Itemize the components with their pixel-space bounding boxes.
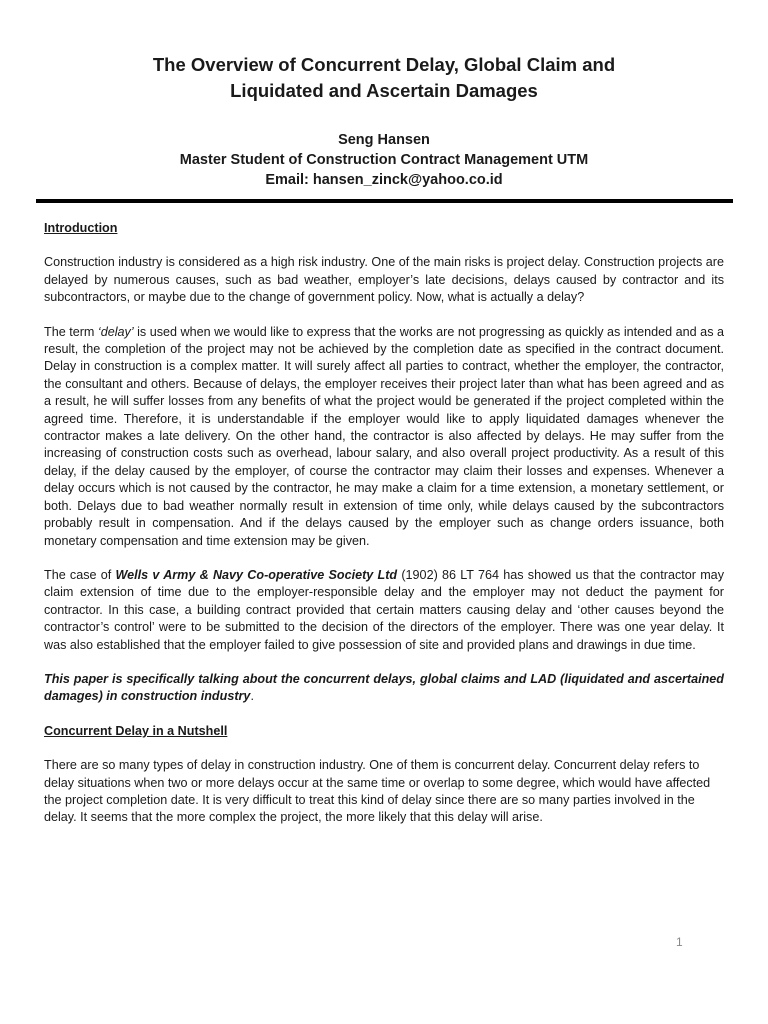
p3-body: (1902) 86 LT 764 has showed us that the contractor may claim extension of time due to the employer-responsible delay and the employer may not deduct the payment for contractor. In this case, a building contract provided that certain matters causing delay and ‘other causes beyond the contractor’s control’ were to be submitted to the decision of the directors of the employer. There was one year delay. It was also established that the employer failed to give possession of site and provided plans and drawings in due time. bbox=[44, 567, 724, 652]
case-name: Wells v Army & Navy Co-operative Society Ltd bbox=[115, 567, 398, 582]
page-number: 1 bbox=[676, 935, 683, 949]
title-line-1: The Overview of Concurrent Delay, Global Claim and bbox=[152, 54, 616, 75]
author-email: Email: hansen_zinck@yahoo.co.id bbox=[265, 172, 503, 188]
intro-paragraph-3 bbox=[44, 567, 724, 654]
section-heading-introduction: Introduction bbox=[44, 221, 118, 235]
author-affiliation: Master Student of Construction Contract Management UTM bbox=[179, 152, 589, 168]
paper-title bbox=[60, 52, 708, 104]
p4-end: . bbox=[250, 689, 254, 704]
header-divider bbox=[36, 199, 733, 203]
author-name: Seng Hansen bbox=[338, 132, 430, 148]
intro-paragraph-2 bbox=[44, 324, 724, 550]
title-line-2: Liquidated and Ascertain Damages bbox=[230, 80, 538, 101]
intro-paragraph-1: Construction industry is considered as a high risk industry. One of the main risks is project delay. Construction projects are delayed by numerous causes, such as bad weather, employer’s late decisions, delays caused by contractor and its subcontractors, or maybe due to the change of government policy. Now, what is actually a delay? bbox=[44, 255, 724, 305]
concurrent-paragraph-1: There are so many types of delay in construction industry. One of them is concurrent delay. Concurrent delay refers to delay situations when two or more delays occur at the same time or overlap to some degree, which would have affected the project completion date. It is very difficult to treat this kind of delay since there are so many parties involved in the delay. It seems that the more complex the project, the more likely that this delay will arise. bbox=[44, 758, 711, 825]
author-block bbox=[60, 130, 708, 190]
section-heading-concurrent-delay: Concurrent Delay in a Nutshell bbox=[44, 723, 228, 738]
paper-scope-statement: This paper is specifically talking about the concurrent delays, global claims and LAD (liquidated and ascertained damages) in construction industry bbox=[44, 671, 724, 704]
body-content bbox=[44, 220, 724, 844]
p3-prefix: The case of bbox=[44, 567, 116, 582]
p2-body: is used when we would like to express that the works are not progressing as quickly as intended and as a result, the completion of the project may not be achieved by the completion date as specified in the contract document. Delay in construction is a complex matter. It will surely affect all parties to contract, whether the employer, the contractor, the consultant and others. Because of delays, the employer receives their project later than what has been agreed and as a result, he will suffer losses from any benefits of what the project would be generated if the project completed within the agreed time. Therefore, it is understandable if the employer would like to apply liquidated damages whenever the contractor makes a late delivery. On the other hand, the contractor is also affected by delays. He may suffer from the increasing of construction costs such as overhead, labour salary, and also overall project productivity. As a result of this delay, if the delay caused by the employer, of course the contractor may claim their losses and expenses. Whenever a delay occurs which is not caused by the contractor, he may make a claim for a time extension, a monetary settlement, or both. Delays due to bad weather normally result in extension of time only, while delays caused by the subcontractors probably result in compensation. And if the delays caused by the employer such as change orders issuance, both monetary compensation and time extension may be given. bbox=[44, 324, 725, 548]
delay-term: ‘delay’ bbox=[97, 324, 134, 339]
p2-prefix: The term bbox=[44, 324, 98, 339]
intro-paragraph-4 bbox=[44, 671, 724, 706]
